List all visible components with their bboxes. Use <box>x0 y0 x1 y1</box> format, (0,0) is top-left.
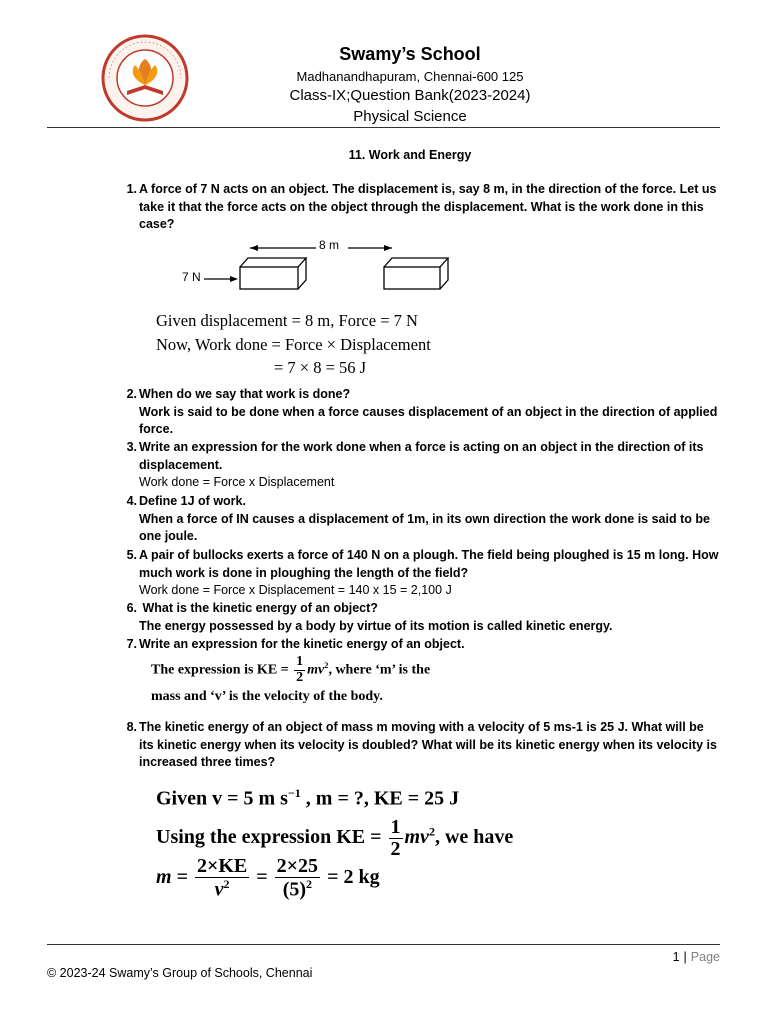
given-rest: , m = ?, KE = 25 J <box>300 787 460 810</box>
mass-fraction-1 <box>195 856 249 901</box>
equals-sign: = <box>251 865 273 888</box>
expression-suffix: , where ‘m’ is the <box>328 662 431 678</box>
force-displacement-figure <box>178 236 468 296</box>
exponent: 2 <box>324 660 329 670</box>
page-number <box>640 950 720 964</box>
solution-8-line-3 <box>156 856 380 901</box>
distance-label: 8 m <box>319 238 340 252</box>
question-number: 6. <box>126 601 137 615</box>
question-text: When do we say that work is done? <box>139 387 351 401</box>
given-velocity: Given v = 5 m s <box>156 787 288 810</box>
fraction-numerator: 2×25 <box>276 855 319 877</box>
mass-result: = 2 kg <box>322 865 380 888</box>
question-number: 3. <box>126 440 137 454</box>
solution-1-line-3: = 7 × 8 = 56 J <box>274 358 367 377</box>
question-number: 5. <box>126 548 137 562</box>
expression-prefix: The expression is KE = <box>151 662 293 678</box>
question-text: What is the kinetic energy of an object? <box>139 601 378 615</box>
school-name: Swamy’s School <box>339 44 481 64</box>
copyright-text: © 2023-24 Swamy’s Group of Schools, Chennai <box>47 966 313 980</box>
mass-fraction-2 <box>275 856 320 901</box>
fraction-denominator <box>275 878 320 901</box>
page-label: Page <box>690 950 720 964</box>
question-text: A force of 7 N acts on an object. The displacement is, say 8 m, in the direction of the force. Let us take it that the force acts on the object through the displacement. What is the work done in this case? <box>139 182 717 231</box>
velocity-value: (5) <box>282 878 307 901</box>
solution-7-line-1 <box>151 655 430 685</box>
question-number: 2. <box>126 387 137 401</box>
half-fraction <box>294 655 305 685</box>
header-divider <box>47 127 720 128</box>
expression-prefix: Using the expression KE = <box>156 826 387 849</box>
school-address: Madhanandhapuram, Chennai-600 125 <box>296 69 524 84</box>
mass-symbol: m = <box>156 865 193 888</box>
answer-text: The energy possessed by a body by virtue of its motion is called kinetic energy. <box>139 618 613 633</box>
fraction-denominator <box>195 878 249 901</box>
force-label: 7 N <box>182 270 201 284</box>
expression-suffix: , we have <box>434 826 514 849</box>
question-number: 7. <box>126 637 137 651</box>
question-text: Write an expression for the work done when a force is acting on an object in the direction of its displacement. <box>139 440 704 472</box>
footer-divider <box>47 944 720 945</box>
solution-8-line-2 <box>156 817 513 860</box>
exponent: 2 <box>428 824 435 839</box>
solution-1-line-2: Now, Work done = Force × Displacement <box>156 335 431 354</box>
question-number: 1. <box>126 182 137 196</box>
question-text: The kinetic energy of an object of mass m moving with a velocity of 5 ms-1 is 25 J. What will be its kinetic energy when its velocity is doubled? What will be its kinetic energy when its velocity is increased three times? <box>139 720 717 769</box>
exponent: 2 <box>223 877 230 891</box>
question-number: 8. <box>126 720 137 734</box>
velocity-symbol: v <box>214 878 224 901</box>
fraction-numerator: 2×KE <box>196 855 248 877</box>
exponent: 2 <box>306 877 313 891</box>
solution-8-line-1 <box>156 786 459 811</box>
solution-1-line-1: Given displacement = 8 m, Force = 7 N <box>156 311 418 330</box>
question-text: A pair of bullocks exerts a force of 140 N on a plough. The field being ploughed is 15 m long. How much work is done in ploughing the length of the field? <box>139 548 719 580</box>
fraction-numerator: 1 <box>390 816 401 838</box>
answer-text: Work done = Force x Displacement = 140 x 15 = 2,100 J <box>139 583 452 597</box>
question-text: Define 1J of work. <box>139 494 246 508</box>
page-separator: | <box>683 950 687 964</box>
page-number-value: 1 <box>672 950 680 964</box>
half-fraction <box>389 817 403 860</box>
school-logo <box>95 33 195 123</box>
exponent: −1 <box>287 786 301 800</box>
answer-text: Work done = Force x Displacement <box>139 475 335 489</box>
mv-term: mv <box>404 826 429 849</box>
fraction-denominator: 2 <box>390 838 401 860</box>
class-line: Class-IX;Question Bank(2023-2024) <box>289 87 531 104</box>
subject-title: Physical Science <box>353 108 467 125</box>
solution-7-line-2: mass and ‘v’ is the velocity of the body. <box>151 689 383 704</box>
question-number: 4. <box>126 494 137 508</box>
fraction-numerator: 1 <box>296 654 304 669</box>
fraction-denominator: 2 <box>296 669 304 685</box>
answer-text: When a force of IN causes a displacement of 1m, in its own direction the work done is said to be one joule. <box>139 511 710 543</box>
chapter-title: 11. Work and Energy <box>348 148 472 162</box>
question-text: Write an expression for the kinetic energy of an object. <box>139 637 465 651</box>
answer-text: Work is said to be done when a force causes displacement of an object in the direction of applied force. <box>139 404 718 436</box>
mv-term: mv <box>307 662 325 678</box>
